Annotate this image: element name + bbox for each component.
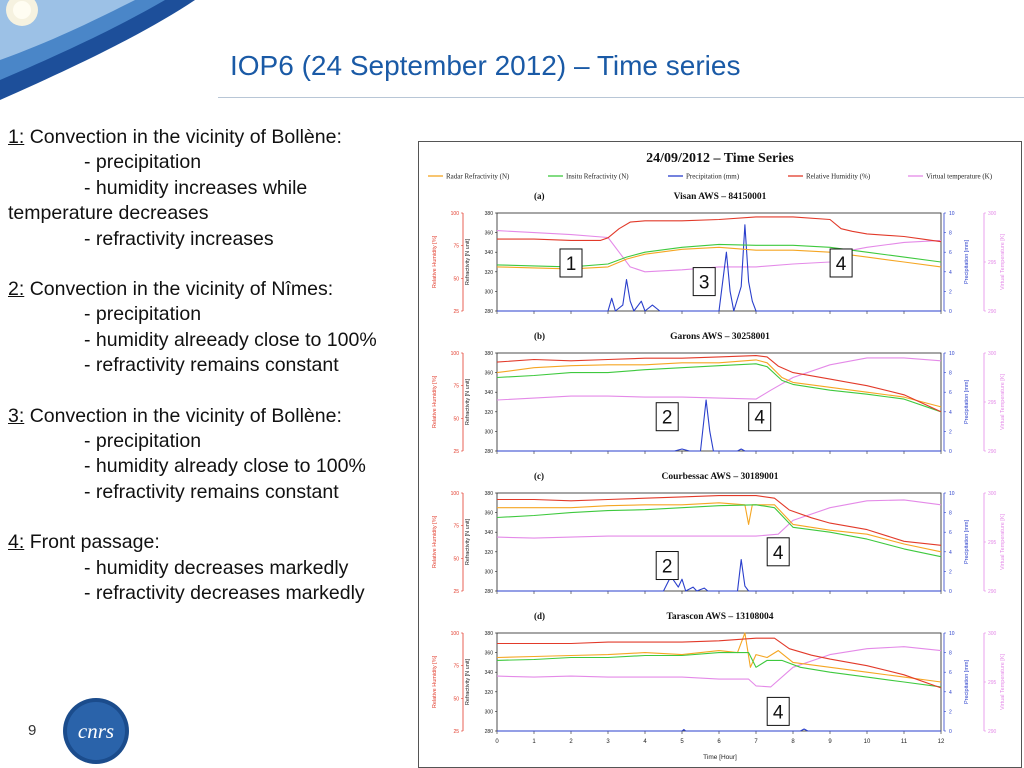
x-tick-label: 12 <box>937 739 945 745</box>
n-tick-label: 340 <box>484 390 493 397</box>
p-tick-label: 0 <box>949 589 952 595</box>
n-tick-label: 380 <box>484 211 493 217</box>
note-block-1 <box>8 125 408 252</box>
p-axis-label: Precipitation [mm] <box>964 379 970 425</box>
t-axis-label: Virtual Temperature [K] <box>1000 233 1006 291</box>
p-axis-label: Precipitation [mm] <box>964 239 970 285</box>
p-tick-label: 6 <box>949 670 952 677</box>
t-tick-label: 295 <box>988 680 997 686</box>
event-marker-2 <box>656 403 678 431</box>
rh-axis-label: Relative Humidity [%] <box>432 235 438 289</box>
p-tick-label: 0 <box>949 449 952 455</box>
rh-tick-label: 25 <box>453 729 459 735</box>
title-divider <box>218 97 1024 98</box>
p-tick-label: 2 <box>949 289 952 296</box>
event-marker-label: 2 <box>661 407 673 429</box>
event-marker-label: 1 <box>565 253 577 275</box>
x-tick-label: 0 <box>495 739 499 745</box>
p-tick-label: 10 <box>949 631 955 637</box>
panel-label: (b) <box>534 331 545 341</box>
note-item: - precipitation <box>84 430 202 453</box>
t-tick-label: 300 <box>988 631 997 637</box>
t-tick-label: 295 <box>988 400 997 406</box>
rh-tick-label: 100 <box>450 631 459 637</box>
n-tick-label: 320 <box>484 689 493 696</box>
n-tick-label: 340 <box>484 530 493 537</box>
x-tick-label: 8 <box>791 739 795 745</box>
t-tick-label: 300 <box>988 351 997 357</box>
rh-tick-label: 25 <box>453 449 459 455</box>
n-tick-label: 320 <box>484 269 493 276</box>
note-item: - humidity decreases markedly <box>84 556 349 579</box>
n-axis-label: Refractivity [N unit] <box>465 658 471 706</box>
n-tick-label: 380 <box>484 351 493 357</box>
n-tick-label: 340 <box>484 250 493 257</box>
x-tick-label: 4 <box>643 739 647 745</box>
p-tick-label: 6 <box>949 250 952 257</box>
p-tick-label: 0 <box>949 309 952 315</box>
p-axis-label: Precipitation [mm] <box>964 659 970 705</box>
p-tick-label: 8 <box>949 370 952 377</box>
t-axis-label: Virtual Temperature [K] <box>1000 373 1006 431</box>
event-marker-4 <box>830 249 852 277</box>
panel-title: Courbessac AWS – 30189001 <box>661 472 779 482</box>
legend-label: Virtual temperature (K) <box>926 172 993 181</box>
rh-axis-label: Relative Humidity [%] <box>432 655 438 709</box>
p-tick-label: 4 <box>949 689 952 696</box>
t-axis-label: Virtual Temperature [K] <box>1000 653 1006 711</box>
legend-label: Precipitation (mm) <box>686 172 740 181</box>
t-tick-label: 290 <box>988 729 997 735</box>
event-marker-1 <box>560 249 582 277</box>
event-marker-4 <box>767 538 789 566</box>
p-tick-label: 2 <box>949 429 952 436</box>
note-item: - humidity increases while temperature decreases <box>8 176 308 225</box>
legend-label: Relative Humidity (%) <box>806 172 871 181</box>
rh-axis-label: Relative Humidity [%] <box>432 375 438 429</box>
legend-label: Radar Refractivity (N) <box>446 172 510 181</box>
event-marker-label: 4 <box>835 253 847 275</box>
n-tick-label: 280 <box>484 589 493 595</box>
panel-label: (c) <box>534 471 544 481</box>
note-block-3 <box>8 404 408 506</box>
event-marker-label: 2 <box>661 556 673 578</box>
note-heading: Front passage: <box>29 531 160 554</box>
p-tick-label: 8 <box>949 650 952 657</box>
note-item: - precipitation <box>84 151 202 174</box>
p-tick-label: 6 <box>949 530 952 537</box>
notes-panel <box>8 125 408 632</box>
t-tick-label: 295 <box>988 260 997 266</box>
rh-tick-label: 75 <box>453 663 459 670</box>
legend-label: Insitu Refractivity (N) <box>566 172 629 181</box>
panel-title: Tarascon AWS – 13108004 <box>666 612 774 622</box>
n-tick-label: 360 <box>484 650 493 657</box>
n-tick-label: 320 <box>484 409 493 416</box>
n-axis-label: Refractivity [N unit] <box>465 238 471 286</box>
rh-tick-label: 25 <box>453 589 459 595</box>
n-tick-label: 280 <box>484 449 493 455</box>
n-tick-label: 360 <box>484 510 493 517</box>
x-tick-label: 5 <box>680 739 684 745</box>
rh-tick-label: 50 <box>453 696 459 703</box>
p-tick-label: 0 <box>949 729 952 735</box>
x-tick-label: 1 <box>532 739 536 745</box>
note-heading: Convection in the vicinity of Bollène: <box>29 404 342 427</box>
x-tick-label: 11 <box>900 739 908 745</box>
panel-label: (a) <box>534 191 545 201</box>
p-tick-label: 4 <box>949 549 952 556</box>
event-marker-3 <box>693 268 715 296</box>
event-marker-4 <box>767 697 789 725</box>
p-tick-label: 4 <box>949 409 952 416</box>
t-tick-label: 290 <box>988 309 997 315</box>
corner-decoration <box>0 0 200 100</box>
event-marker-2 <box>656 552 678 580</box>
x-tick-label: 7 <box>754 739 758 745</box>
note-number: 4: <box>8 531 25 554</box>
note-item: - humidity alreeady close to 100% <box>84 328 377 351</box>
p-tick-label: 4 <box>949 269 952 276</box>
x-tick-label: 6 <box>717 739 721 745</box>
note-number: 1: <box>8 126 25 148</box>
n-tick-label: 320 <box>484 549 493 556</box>
rh-tick-label: 50 <box>453 556 459 563</box>
p-tick-label: 2 <box>949 709 952 716</box>
time-series-figure <box>418 141 1022 768</box>
rh-tick-label: 50 <box>453 276 459 283</box>
t-axis-label: Virtual Temperature [K] <box>1000 513 1006 571</box>
n-tick-label: 360 <box>484 230 493 237</box>
n-tick-label: 360 <box>484 370 493 377</box>
rh-tick-label: 100 <box>450 211 459 217</box>
n-tick-label: 340 <box>484 670 493 677</box>
n-tick-label: 280 <box>484 729 493 735</box>
slide-title: IOP6 (24 September 2012) – Time series <box>230 50 741 81</box>
panel-label: (d) <box>534 611 545 621</box>
figure-frame <box>419 142 1022 768</box>
rh-tick-label: 75 <box>453 523 459 530</box>
n-tick-label: 300 <box>484 569 493 576</box>
p-tick-label: 10 <box>949 351 955 357</box>
n-axis-label: Refractivity [N unit] <box>465 518 471 566</box>
rh-tick-label: 75 <box>453 243 459 250</box>
page-number: 9 <box>28 722 37 739</box>
note-item: - humidity already close to 100% <box>84 455 366 478</box>
x-tick-label: 10 <box>863 739 871 745</box>
p-axis-label: Precipitation [mm] <box>964 519 970 565</box>
p-tick-label: 8 <box>949 510 952 517</box>
chart-title: 24/09/2012 – Time Series <box>646 151 794 166</box>
svg-text:cnrs: cnrs <box>77 719 115 743</box>
p-tick-label: 6 <box>949 390 952 397</box>
t-tick-label: 290 <box>988 589 997 595</box>
note-item: - refractivity remains constant <box>84 480 339 503</box>
note-block-2 <box>8 277 408 379</box>
t-tick-label: 295 <box>988 540 997 546</box>
p-tick-label: 8 <box>949 230 952 237</box>
t-tick-label: 300 <box>988 491 997 497</box>
rh-tick-label: 100 <box>450 491 459 497</box>
event-marker-label: 4 <box>754 407 765 429</box>
n-tick-label: 380 <box>484 491 493 497</box>
panel-title: Garons AWS – 30258001 <box>670 332 770 342</box>
n-tick-label: 280 <box>484 309 493 315</box>
note-item: - refractivity increases <box>84 227 274 250</box>
note-heading: Convection in the vicinity of Nîmes: <box>29 278 334 301</box>
p-tick-label: 2 <box>949 569 952 576</box>
note-item: - refractivity decreases markedly <box>84 582 365 605</box>
p-tick-label: 10 <box>949 211 955 217</box>
event-marker-label: 3 <box>698 272 710 294</box>
t-tick-label: 290 <box>988 449 997 455</box>
event-marker-label: 4 <box>772 702 784 724</box>
event-marker-4 <box>749 403 771 431</box>
rh-tick-label: 25 <box>453 309 459 315</box>
n-tick-label: 300 <box>484 709 493 716</box>
panel-title: Visan AWS – 84150001 <box>673 192 767 202</box>
note-block-4 <box>8 530 408 606</box>
n-axis-label: Refractivity [N unit] <box>465 378 471 426</box>
rh-axis-label: Relative Humidity [%] <box>432 515 438 569</box>
n-tick-label: 380 <box>484 631 493 637</box>
note-number: 2: <box>8 278 25 301</box>
note-item: - precipitation <box>84 303 202 326</box>
note-item: - refractivity remains constant <box>84 354 339 377</box>
event-marker-label: 4 <box>772 542 784 564</box>
t-tick-label: 300 <box>988 211 997 217</box>
n-tick-label: 300 <box>484 289 493 296</box>
note-heading: Convection in the vicinity of Bollène: <box>29 126 342 148</box>
x-tick-label: 2 <box>569 739 573 745</box>
p-tick-label: 10 <box>949 491 955 497</box>
x-tick-label: 3 <box>606 739 610 745</box>
x-axis-label: Time [Hour] <box>703 754 737 761</box>
n-tick-label: 300 <box>484 429 493 436</box>
rh-tick-label: 100 <box>450 351 459 357</box>
rh-tick-label: 75 <box>453 383 459 390</box>
cnrs-logo <box>62 697 130 765</box>
note-number: 3: <box>8 404 25 427</box>
x-tick-label: 9 <box>828 739 832 745</box>
rh-tick-label: 50 <box>453 416 459 423</box>
